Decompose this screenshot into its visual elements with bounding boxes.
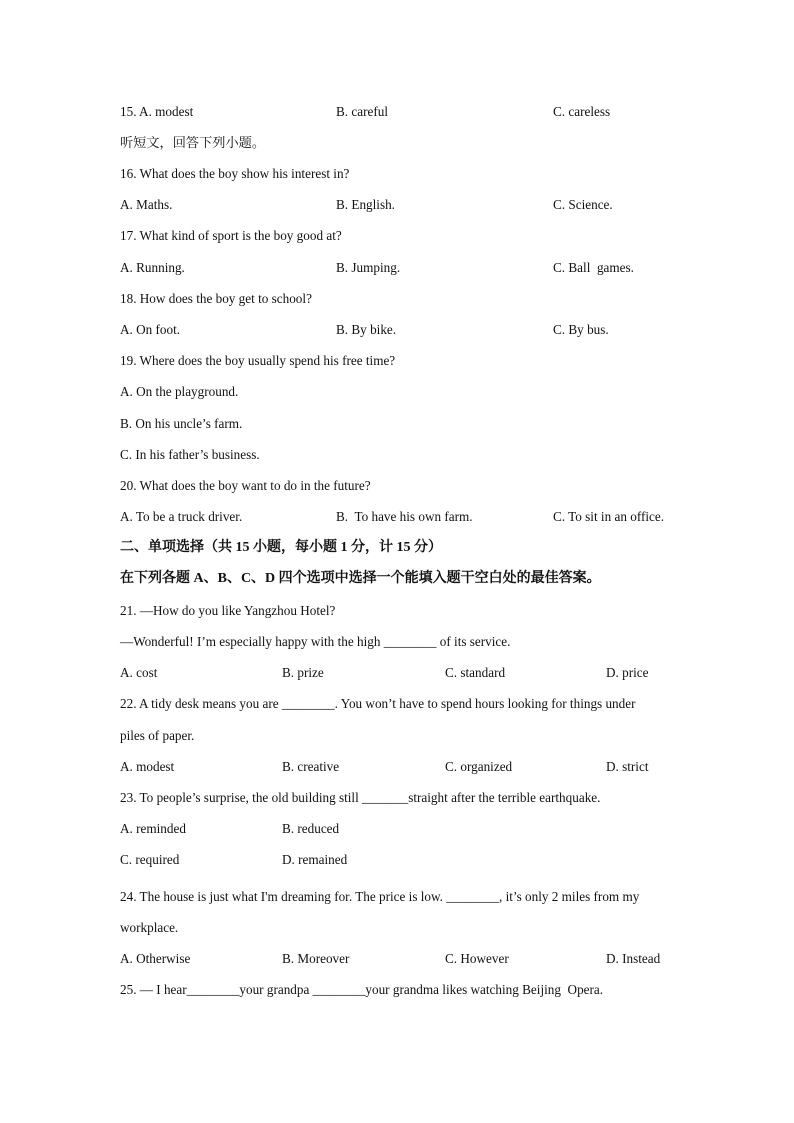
q21-option-c: C. standard (445, 665, 506, 680)
q16-option-b: B. English. (336, 197, 395, 212)
q19-option-c: C. In his father’s business. (120, 447, 260, 462)
q17-option-b: B. Jumping. (336, 260, 401, 275)
q17-option-a: A. Running. (120, 260, 185, 275)
q22-option-b: B. creative (282, 759, 340, 774)
q22-option-a: A. modest (120, 759, 175, 774)
q21-stem-line2: —Wonderful! I’m especially happy with the high ________ of its service. (120, 634, 511, 649)
q23-option-d: D. remained (282, 852, 348, 867)
q24-option-b: B. Moreover (282, 951, 350, 966)
q18-option-c: C. By bus. (553, 322, 609, 337)
listening-instruction: 听短文，回答下列小题。 (120, 135, 266, 150)
q24-option-c: C. However (445, 951, 509, 966)
q25-stem: 25. — I hear________your grandpa ________your grandma likes watching Beijing Opera. (120, 982, 604, 997)
q15-option-b: B. careful (336, 104, 388, 119)
q17-option-c: C. Ball games. (553, 260, 634, 275)
q21-option-a: A. cost (120, 665, 158, 680)
q16-option-a: A. Maths. (120, 197, 173, 212)
q24-stem-line1: 24. The house is just what I'm dreaming for. The price is low. ________, it’s only 2 miles from my (120, 889, 640, 904)
q20-option-c: C. To sit in an office. (553, 509, 665, 524)
q24-stem-line2: workplace. (120, 920, 179, 935)
q19-stem: 19. Where does the boy usually spend his free time? (120, 353, 396, 368)
q24-option-d: D. Instead (606, 951, 661, 966)
q22-stem-line2: piles of paper. (120, 728, 195, 743)
q18-option-a: A. On foot. (120, 322, 181, 337)
q20-option-a: A. To be a truck driver. (120, 509, 243, 524)
q22-stem-line1: 22. A tidy desk means you are ________. You won’t have to spend hours looking for things under (120, 696, 636, 711)
q22-option-d: D. strict (606, 759, 649, 774)
q23-option-b: B. reduced (282, 821, 340, 836)
q23-option-a: A. reminded (120, 821, 186, 836)
q16-option-c: C. Science. (553, 197, 613, 212)
section2-title: 二、单项选择（共 15 小题，每小题 1 分，计 15 分） (120, 540, 442, 555)
q24-option-a: A. Otherwise (120, 951, 191, 966)
section2-instruction: 在下列各题 A、B、C、D 四个选项中选择一个能填入题干空白处的最佳答案。 (120, 571, 601, 586)
q22-option-c: C. organized (445, 759, 513, 774)
q19-option-a: A. On the playground. (120, 384, 239, 399)
q21-option-d: D. price (606, 665, 649, 680)
q15-option-c: C. careless (553, 104, 611, 119)
q16-stem: 16. What does the boy show his interest in? (120, 166, 350, 181)
q23-option-c: C. required (120, 852, 180, 867)
q18-stem: 18. How does the boy get to school? (120, 291, 312, 306)
q19-option-b: B. On his uncle’s farm. (120, 416, 243, 431)
q20-stem: 20. What does the boy want to do in the future? (120, 478, 371, 493)
q20-option-b: B. To have his own farm. (336, 509, 473, 524)
q21-option-b: B. prize (282, 665, 324, 680)
q23-stem: 23. To people’s surprise, the old building still _______straight after the terrible earthquake. (120, 790, 601, 805)
q17-stem: 17. What kind of sport is the boy good at? (120, 228, 342, 243)
q15-option-a: 15. A. modest (120, 104, 194, 119)
q18-option-b: B. By bike. (336, 322, 397, 337)
q21-stem-line1: 21. —How do you like Yangzhou Hotel? (120, 603, 336, 618)
